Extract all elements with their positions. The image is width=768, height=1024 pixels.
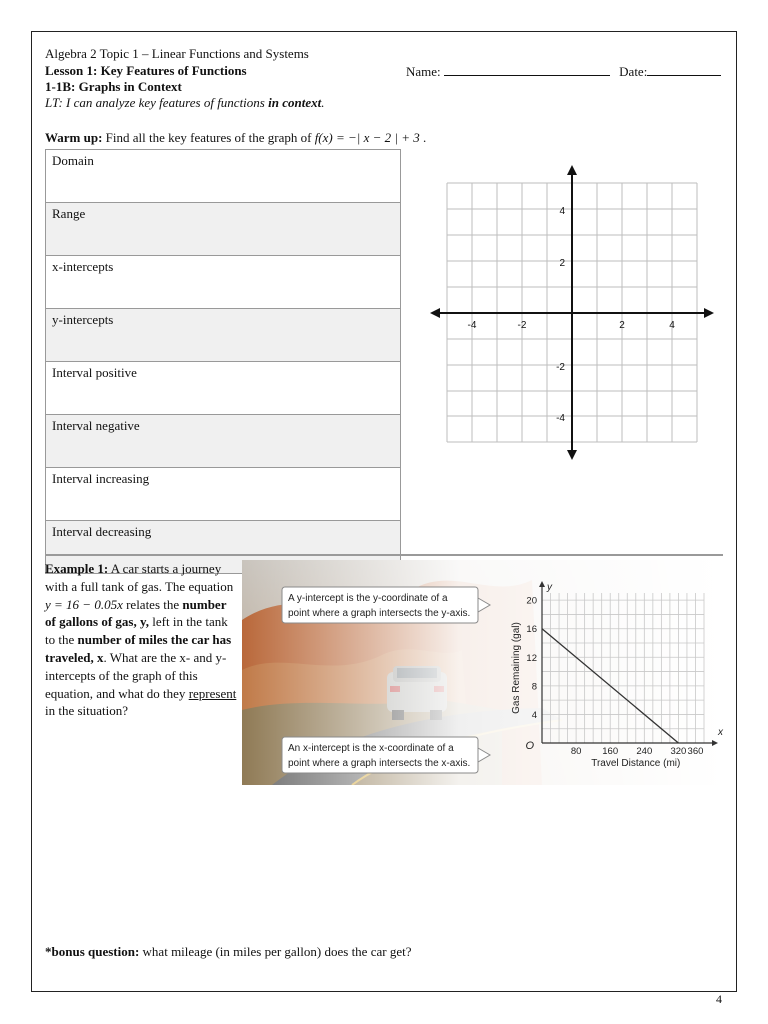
- y-axis-arrow-up-icon: [567, 165, 577, 175]
- feature-row[interactable]: Interval increasing: [46, 468, 401, 521]
- feature-row[interactable]: Interval decreasing: [46, 521, 401, 574]
- chart-x-tick-label: 160: [602, 746, 619, 757]
- section-title: 1-1B: Graphs in Context: [45, 79, 182, 94]
- course-title: Algebra 2 Topic 1 – Linear Functions and Systems: [45, 46, 309, 61]
- warmup-label: Warm up:: [45, 130, 103, 145]
- example-1-text: [45, 560, 237, 720]
- chart-y-tick-label: 20: [526, 595, 537, 607]
- y-tick-label: -2: [556, 362, 565, 373]
- feature-row[interactable]: x-intercepts: [46, 256, 401, 309]
- bonus-question: [45, 944, 411, 960]
- y-intercept-callout: [282, 587, 490, 623]
- page-number: 4: [716, 992, 722, 1006]
- x-callout-line-2: point where a graph intersects the x-axis.: [288, 758, 471, 769]
- chart-y-axis-letter: y: [547, 582, 552, 593]
- x-tick-label: -4: [467, 320, 477, 331]
- section-divider: [45, 554, 723, 556]
- example-equation: y = 16 − 0.05x: [45, 596, 123, 612]
- bonus-text: what mileage (in miles per gallon) does the car get?: [139, 944, 412, 959]
- chart-y-tick-label: 12: [526, 652, 537, 664]
- chart-y-tick-label: 4: [531, 709, 537, 721]
- chart-x-axis-title: Travel Distance (mi): [591, 758, 681, 769]
- x-callout-line-1: An x-intercept is the x-coordinate of a: [288, 743, 454, 754]
- feature-row[interactable]: Domain: [46, 150, 401, 203]
- x-tick-label: -2: [517, 320, 527, 331]
- chart-origin-label: O: [525, 740, 534, 752]
- bonus-label: *bonus question:: [45, 944, 140, 959]
- warmup-equation: f(x) = −| x − 2 | + 3: [314, 130, 420, 145]
- x-axis-arrow-left-icon: [430, 308, 440, 318]
- example-text: in the situation?: [45, 703, 129, 719]
- feature-row[interactable]: Range: [46, 203, 401, 256]
- y-callout-line-2: point where a graph intersects the y-axis.: [288, 608, 471, 619]
- feature-row[interactable]: Interval positive: [46, 362, 401, 415]
- chart-y-tick-label: 16: [526, 624, 537, 636]
- chart-x-tick-label: 80: [570, 746, 582, 757]
- lt-bold: in context: [268, 95, 322, 110]
- x-axis-arrow-right-icon: [704, 308, 714, 318]
- lt-text: LT: I can analyze key features of functions: [45, 95, 269, 110]
- lesson-title: Lesson 1: Key Features of Functions: [45, 63, 247, 78]
- y-tick-label: -4: [556, 413, 565, 424]
- example-label: Example 1:: [45, 561, 109, 576]
- x-tick-label: 2: [619, 320, 625, 331]
- feature-row[interactable]: y-intercepts: [46, 309, 401, 362]
- x-tick-label: 4: [669, 320, 675, 331]
- y-axis-arrow-down-icon: [567, 450, 577, 460]
- example-bold: number of gallons of gas, y,: [45, 596, 227, 630]
- chart-y-tick-label: 8: [531, 681, 537, 693]
- chart-x-tick-label: 320: [670, 746, 687, 757]
- example-text: . What are the x- and y- intercepts of the graph of this equation, and what do they: [45, 649, 227, 701]
- warmup-text: Find all the key features of the graph of: [102, 130, 315, 145]
- example-bold: number of miles the car has traveled, x: [45, 632, 232, 665]
- lt-end: .: [321, 95, 325, 110]
- example-illustration: [242, 560, 724, 785]
- chart-x-axis-letter: x: [718, 727, 723, 738]
- example-text: A car starts a journey with a full tank of gas. The equation: [45, 561, 234, 594]
- example-text: left in the tank to the: [45, 614, 228, 648]
- date-label: Date:: [619, 64, 648, 79]
- example-underline: represent: [188, 685, 237, 701]
- warmup-end: .: [419, 130, 427, 145]
- chart-x-tick-label: 240: [636, 746, 653, 757]
- y-callout-line-1: A y-intercept is the y-coordinate of a: [288, 593, 448, 604]
- example-text: relates the: [122, 596, 183, 612]
- feature-row[interactable]: Interval negative: [46, 415, 401, 468]
- chart-y-axis-title: Gas Remaining (gal): [511, 622, 522, 714]
- y-tick-label: 2: [559, 258, 565, 269]
- grid-axes: [438, 173, 706, 452]
- chart-x-tick-label: 360: [687, 746, 704, 757]
- y-tick-label: 4: [559, 206, 565, 217]
- name-label: Name:: [406, 64, 441, 79]
- x-intercept-callout: [282, 737, 490, 773]
